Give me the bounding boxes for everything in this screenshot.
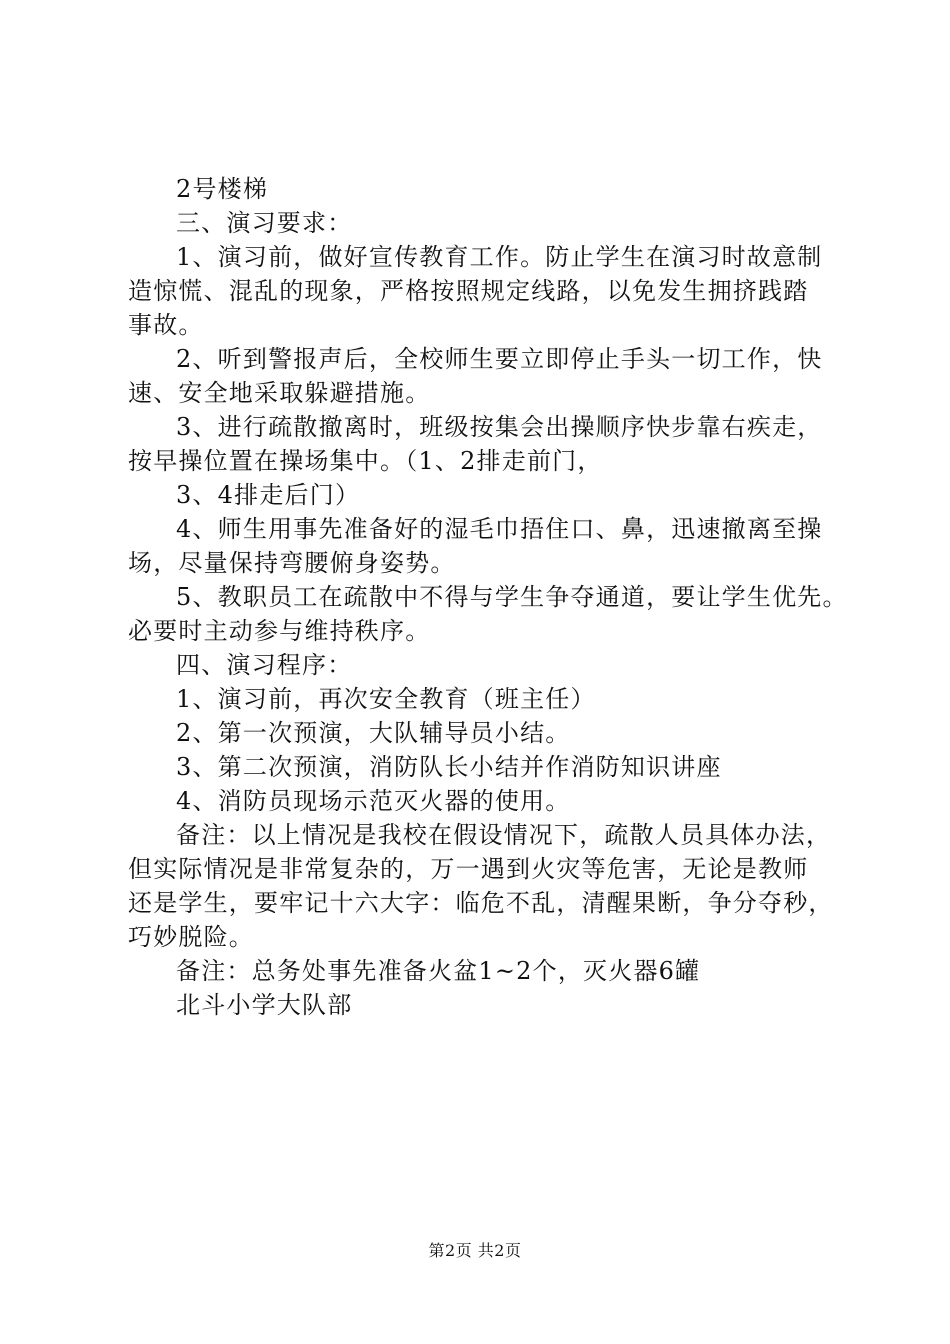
document-line: 4、消防员现场示范灭火器的使用。 [176, 787, 571, 815]
document-line: 必要时主动参与维持秩序。 [128, 617, 431, 645]
document-line: 1、演习前，做好宣传教育工作。防止学生在演习时故意制 [176, 243, 823, 271]
document-line: 场，尽量保持弯腰俯身姿势。 [128, 549, 456, 577]
document-body [128, 172, 848, 1022]
document-line: 三、演习要求： [176, 209, 353, 237]
document-line: 2、第一次预演，大队辅导员小结。 [176, 719, 571, 747]
document-line: 但实际情况是非常复杂的，万一遇到火灾等危害，无论是教师 [128, 855, 809, 883]
document-line: 3、4排走后门） [176, 481, 361, 509]
document-line: 1、演习前，再次安全教育（班主任） [176, 685, 596, 713]
document-line: 速、安全地采取躲避措施。 [128, 379, 431, 407]
page-footer: 第2页 共2页 [428, 1241, 522, 1260]
document-line: 2、听到警报声后，全校师生要立即停止手头一切工作，快 [176, 345, 823, 373]
document-line: 造惊慌、混乱的现象，严格按照规定线路，以免发生拥挤践踏 [128, 277, 809, 305]
document-line: 4、师生用事先准备好的湿毛巾捂住口、鼻，迅速撤离至操 [176, 515, 823, 543]
document-line: 3、进行疏散撤离时，班级按集会出操顺序快步靠右疾走， [176, 413, 823, 441]
document-line: 2号楼梯 [176, 175, 269, 203]
document-line: 备注：总务处事先准备火盆1~2个，灭火器6罐 [176, 957, 701, 985]
document-line: 3、第二次预演，消防队长小结并作消防知识讲座 [176, 753, 722, 781]
document-line: 按早操位置在操场集中。（1、2排走前门， [128, 447, 603, 475]
document-line: 备注：以上情况是我校在假设情况下，疏散人员具体办法， [176, 821, 832, 849]
document-line: 巧妙脱险。 [128, 923, 254, 951]
document-line: 事故。 [128, 311, 204, 339]
document-line: 北斗小学大队部 [176, 991, 353, 1019]
document-line: 四、演习程序： [176, 651, 353, 679]
document-line: 还是学生，要牢记十六大字：临危不乱，清醒果断，争分夺秒， [128, 889, 834, 917]
document-line: 5、教职员工在疏散中不得与学生争夺通道，要让学生优先。 [176, 583, 848, 611]
